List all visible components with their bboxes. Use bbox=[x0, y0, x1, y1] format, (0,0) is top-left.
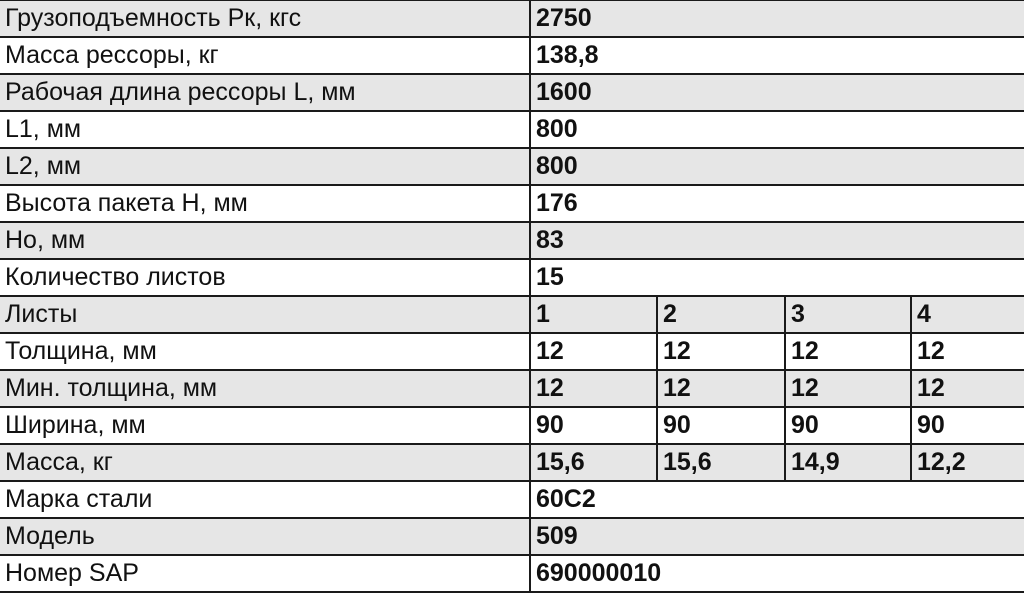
table-row bbox=[0, 37, 1024, 74]
row-label: Мин. толщина, мм bbox=[0, 370, 530, 407]
row-value: 176 bbox=[530, 185, 1024, 222]
row-value: 800 bbox=[530, 111, 1024, 148]
row-label: L1, мм bbox=[0, 111, 530, 148]
row-label: Высота пакета H, мм bbox=[0, 185, 530, 222]
leaf-cell: 90 bbox=[657, 407, 785, 444]
row-label: Модель bbox=[0, 518, 530, 555]
leaf-cell: 4 bbox=[911, 296, 1024, 333]
table-row bbox=[0, 407, 1024, 444]
row-value: 138,8 bbox=[530, 37, 1024, 74]
leaf-cell: 15,6 bbox=[657, 444, 785, 481]
leaf-cell: 90 bbox=[785, 407, 911, 444]
row-label: Масса рессоры, кг bbox=[0, 37, 530, 74]
table-row bbox=[0, 111, 1024, 148]
row-label: Грузоподъемность Рк, кгс bbox=[0, 0, 530, 37]
leaf-cell: 12 bbox=[657, 333, 785, 370]
leaf-cell: 12 bbox=[530, 370, 657, 407]
table-row bbox=[0, 518, 1024, 555]
leaf-cell: 90 bbox=[911, 407, 1024, 444]
leaf-cell: 12 bbox=[911, 370, 1024, 407]
row-value: 2750 bbox=[530, 0, 1024, 37]
leaf-cell: 12 bbox=[657, 370, 785, 407]
leaf-cell: 12 bbox=[785, 333, 911, 370]
table-row bbox=[0, 555, 1024, 592]
row-label: Количество листов bbox=[0, 259, 530, 296]
table-row bbox=[0, 333, 1024, 370]
row-value: 1600 bbox=[530, 74, 1024, 111]
row-label: Масса, кг bbox=[0, 444, 530, 481]
row-value: 60С2 bbox=[530, 481, 1024, 518]
leaf-cell: 2 bbox=[657, 296, 785, 333]
table-row bbox=[0, 185, 1024, 222]
row-label: Листы bbox=[0, 296, 530, 333]
row-label: L2, мм bbox=[0, 148, 530, 185]
row-label: Ширина, мм bbox=[0, 407, 530, 444]
table-row bbox=[0, 444, 1024, 481]
leaf-cell: 3 bbox=[785, 296, 911, 333]
row-label: Номер SAP bbox=[0, 555, 530, 592]
table-row bbox=[0, 370, 1024, 407]
leaf-cell: 12 bbox=[911, 333, 1024, 370]
table-row bbox=[0, 74, 1024, 111]
table-row bbox=[0, 0, 1024, 37]
row-label: Рабочая длина рессоры L, мм bbox=[0, 74, 530, 111]
table-row bbox=[0, 296, 1024, 333]
leaf-cell: 14,9 bbox=[785, 444, 911, 481]
row-label: Марка стали bbox=[0, 481, 530, 518]
row-label: Толщина, мм bbox=[0, 333, 530, 370]
leaf-cell: 12,2 bbox=[911, 444, 1024, 481]
table-row bbox=[0, 259, 1024, 296]
row-label: Ho, мм bbox=[0, 222, 530, 259]
leaf-cell: 1 bbox=[530, 296, 657, 333]
table-row bbox=[0, 222, 1024, 259]
table-row bbox=[0, 148, 1024, 185]
leaf-cell: 12 bbox=[785, 370, 911, 407]
row-value: 83 bbox=[530, 222, 1024, 259]
table-row bbox=[0, 481, 1024, 518]
row-value: 690000010 bbox=[530, 555, 1024, 592]
row-value: 15 bbox=[530, 259, 1024, 296]
leaf-cell: 12 bbox=[530, 333, 657, 370]
row-value: 509 bbox=[530, 518, 1024, 555]
row-value: 800 bbox=[530, 148, 1024, 185]
leaf-cell: 15,6 bbox=[530, 444, 657, 481]
leaf-cell: 90 bbox=[530, 407, 657, 444]
